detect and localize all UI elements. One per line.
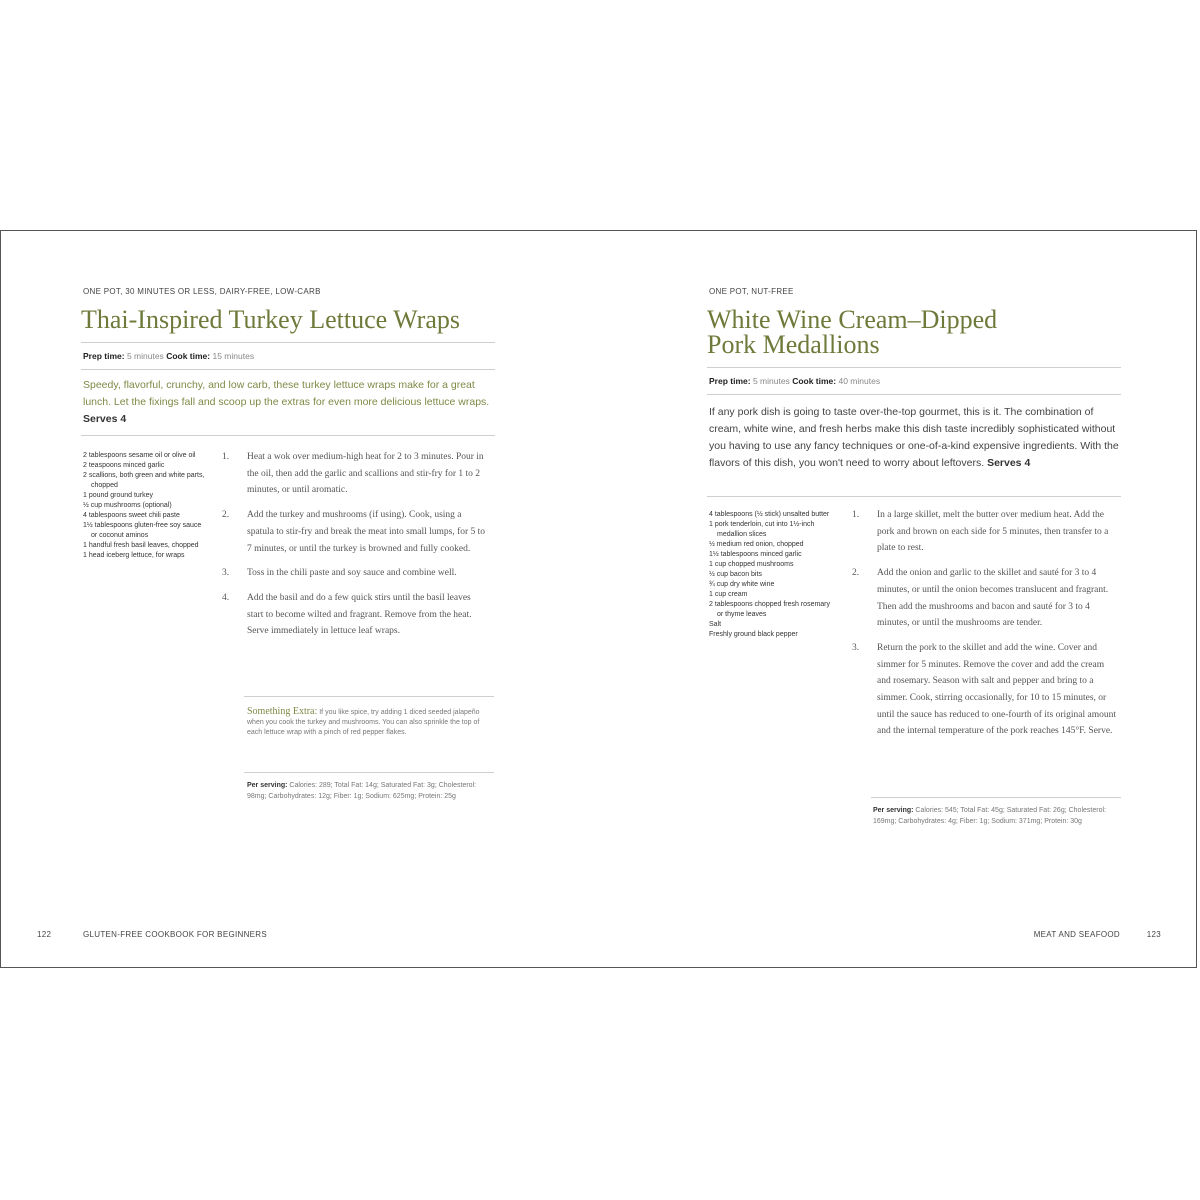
nutrition-info xyxy=(247,781,495,802)
divider xyxy=(707,394,1121,395)
instruction-step xyxy=(222,590,489,640)
section-title-footer: MEAT AND SEAFOOD xyxy=(1033,930,1120,939)
instruction-step xyxy=(222,565,489,582)
ingredient-item: 1 head iceberg lettuce, for wraps xyxy=(83,552,185,559)
book-title-footer: GLUTEN-FREE COOKBOOK FOR BEGINNERS xyxy=(83,930,268,939)
instruction-list xyxy=(222,449,489,648)
ingredient-item: ½ cup bacon bits xyxy=(709,571,762,578)
nutrition-text: Calories: 545; Total Fat: 45g; Saturated Fat: 26g; Cholesterol: 169mg; Carbohydrates: 4g; Fiber: 1g; Sodium: 371mg; Protein: 30g xyxy=(873,807,1106,825)
step-text: Return the pork to the skillet and add the wine. Cover and simmer for 5 minutes. Remove the cover and add the cream and rosemary. Season with salt and pepper and bring to a simmer. Cook, stirring occasionally, for 10 to 15 minutes, or until the sauce has reduced to one-fourth of its original amount and the internal temperature of the pork reaches 145°F. Serve. xyxy=(877,642,1117,737)
instruction-list xyxy=(852,507,1119,748)
ingredient-item: Salt xyxy=(709,621,722,628)
step-number: 1. xyxy=(852,510,860,520)
intro-text: Speedy, flavorful, crunchy, and low carb, these turkey lettuce wraps make for a great lunch. Let the fixings fall and scoop up the extras for even more delicious lettuce wraps. xyxy=(83,379,490,408)
divider xyxy=(81,435,495,436)
nutrition-label: Per serving: xyxy=(873,807,914,814)
right-page xyxy=(599,231,1197,967)
something-extra-text: If you like spice, try adding 1 diced seeded jalapeño when you cook the turkey and mushrooms. You can also sprinkle the top of each lettuce wrap with a pinch of red pepper flakes. xyxy=(247,709,480,736)
ingredient-item: 2 teaspoons minced garlic xyxy=(83,462,165,469)
recipe-title-line1: White Wine Cream–Dipped xyxy=(707,305,998,334)
ingredient-item: Freshly ground black pepper xyxy=(709,631,798,638)
ingredient-item: 1 cup cream xyxy=(709,591,748,598)
ingredient-item: 1 pork tenderloin, cut into 1½-inch medallion slices xyxy=(709,521,815,538)
page-number: 123 xyxy=(1146,930,1161,939)
instruction-step xyxy=(222,507,489,557)
prep-time-label: Prep time: xyxy=(709,376,751,386)
page-number: 122 xyxy=(37,930,52,939)
ingredient-item: 1½ tablespoons gluten-free soy sauce or coconut aminos xyxy=(83,522,202,539)
divider xyxy=(707,367,1121,368)
step-text: Add the basil and do a few quick stirs until the basil leaves start to become wilted and fragrant. Remove from the heat. Serve immediately in lettuce leaf wraps. xyxy=(247,592,472,637)
ingredient-item: 1 cup chopped mushrooms xyxy=(709,561,794,568)
recipe-intro xyxy=(709,404,1123,472)
divider xyxy=(81,342,495,343)
ingredient-item: 1½ tablespoons minced garlic xyxy=(709,551,802,558)
ingredient-item: 4 tablespoons (½ stick) unsalted butter xyxy=(709,511,830,518)
recipe-intro xyxy=(83,377,495,428)
something-extra-label: Something Extra: xyxy=(247,706,318,717)
step-text: Add the turkey and mushrooms (if using). Cook, using a spatula to stir-fry and break the meat into small lumps, for 5 to 7 minutes, or until the turkey is browned and fully cooked. xyxy=(247,510,486,554)
recipe-times xyxy=(83,351,254,361)
prep-time-value: 5 minutes xyxy=(752,376,790,386)
ingredient-item: 2 tablespoons sesame oil or olive oil xyxy=(83,452,196,459)
ingredient-item: ¾ cup dry white wine xyxy=(709,581,775,588)
step-number: 2. xyxy=(852,568,860,579)
step-text: In a large skillet, melt the butter over medium heat. Add the pork and brown on each side for 5 minutes, then transfer to a plate to rest. xyxy=(877,510,1109,554)
divider xyxy=(244,696,494,697)
recipe-tags: ONE POT, NUT-FREE xyxy=(709,287,794,296)
instruction-step xyxy=(852,507,1119,557)
ingredient-item: 1 handful fresh basil leaves, chopped xyxy=(83,542,199,549)
ingredient-item: ½ medium red onion, chopped xyxy=(709,541,804,548)
divider xyxy=(81,369,495,370)
cook-time-value: 15 minutes xyxy=(212,351,255,361)
something-extra xyxy=(247,707,495,738)
step-number: 3. xyxy=(852,642,860,653)
divider xyxy=(871,797,1121,798)
ingredient-item: ½ cup mushrooms (optional) xyxy=(83,502,172,509)
ingredient-list xyxy=(709,510,834,640)
ingredient-item: 2 tablespoons chopped fresh rosemary or thyme leaves xyxy=(709,601,831,618)
recipe-title-line2: Pork Medallions xyxy=(707,330,880,359)
serves-label: Serves 4 xyxy=(83,413,127,425)
cook-time-value: 40 minutes xyxy=(838,376,881,386)
prep-time-label: Prep time: xyxy=(83,351,125,361)
ingredient-list xyxy=(83,451,208,561)
intro-text: If any pork dish is going to taste over-the-top gourmet, this is it. The combination of cream, white wine, and fresh herbs make this dish taste incredibly sophisticated without you having to use any fancy techniques or one-of-a-kind expensive ingredients. With the flavors of this dish, you won't need to worry about leftovers. xyxy=(709,406,1119,469)
nutrition-text: Calories: 289; Total Fat: 14g; Saturated Fat: 3g; Cholesterol: 98mg; Carbohydrates: 12g; Fiber: 1g; Sodium: 625mg; Protein: 25g xyxy=(247,782,477,800)
instruction-step xyxy=(852,640,1119,740)
nutrition-info xyxy=(873,806,1121,827)
step-number: 1. xyxy=(222,452,230,462)
ingredient-item: 4 tablespoons sweet chili paste xyxy=(83,512,180,519)
step-number: 2. xyxy=(222,510,230,521)
recipe-title: Thai-Inspired Turkey Lettuce Wraps xyxy=(81,305,460,334)
step-text: Toss in the chili paste and soy sauce and combine well. xyxy=(247,568,457,579)
ingredient-item: 2 scallions, both green and white parts, chopped xyxy=(83,472,205,489)
recipe-tags: ONE POT, 30 MINUTES OR LESS, DAIRY-FREE, LOW-CARB xyxy=(83,287,321,296)
instruction-step xyxy=(852,565,1119,632)
recipe-times xyxy=(709,376,880,386)
recipe-title xyxy=(707,307,1127,357)
cook-time-label: Cook time: xyxy=(792,376,837,386)
instruction-step xyxy=(222,449,489,499)
step-number: 4. xyxy=(222,592,230,603)
ingredient-item: 1 pound ground turkey xyxy=(83,492,154,499)
divider xyxy=(707,496,1121,497)
step-text: Add the onion and garlic to the skillet and sauté for 3 to 4 minutes, or until the onion becomes translucent and fragrant. Then add the mushrooms and bacon and sauté for 3 to 4 minutes, or until the mushrooms are tender. xyxy=(877,568,1109,629)
cook-time-label: Cook time: xyxy=(166,351,211,361)
book-spread xyxy=(0,230,1197,968)
step-number: 3. xyxy=(222,568,230,579)
step-text: Heat a wok over medium-high heat for 2 to 3 minutes. Pour in the oil, then add the garlic and scallions and stir-fry for 1 to 2 minutes, or until aromatic. xyxy=(247,452,484,496)
serves-label: Serves 4 xyxy=(987,457,1031,469)
nutrition-label: Per serving: xyxy=(247,782,288,789)
left-page xyxy=(1,231,599,967)
prep-time-value: 5 minutes xyxy=(126,351,164,361)
divider xyxy=(244,772,494,773)
